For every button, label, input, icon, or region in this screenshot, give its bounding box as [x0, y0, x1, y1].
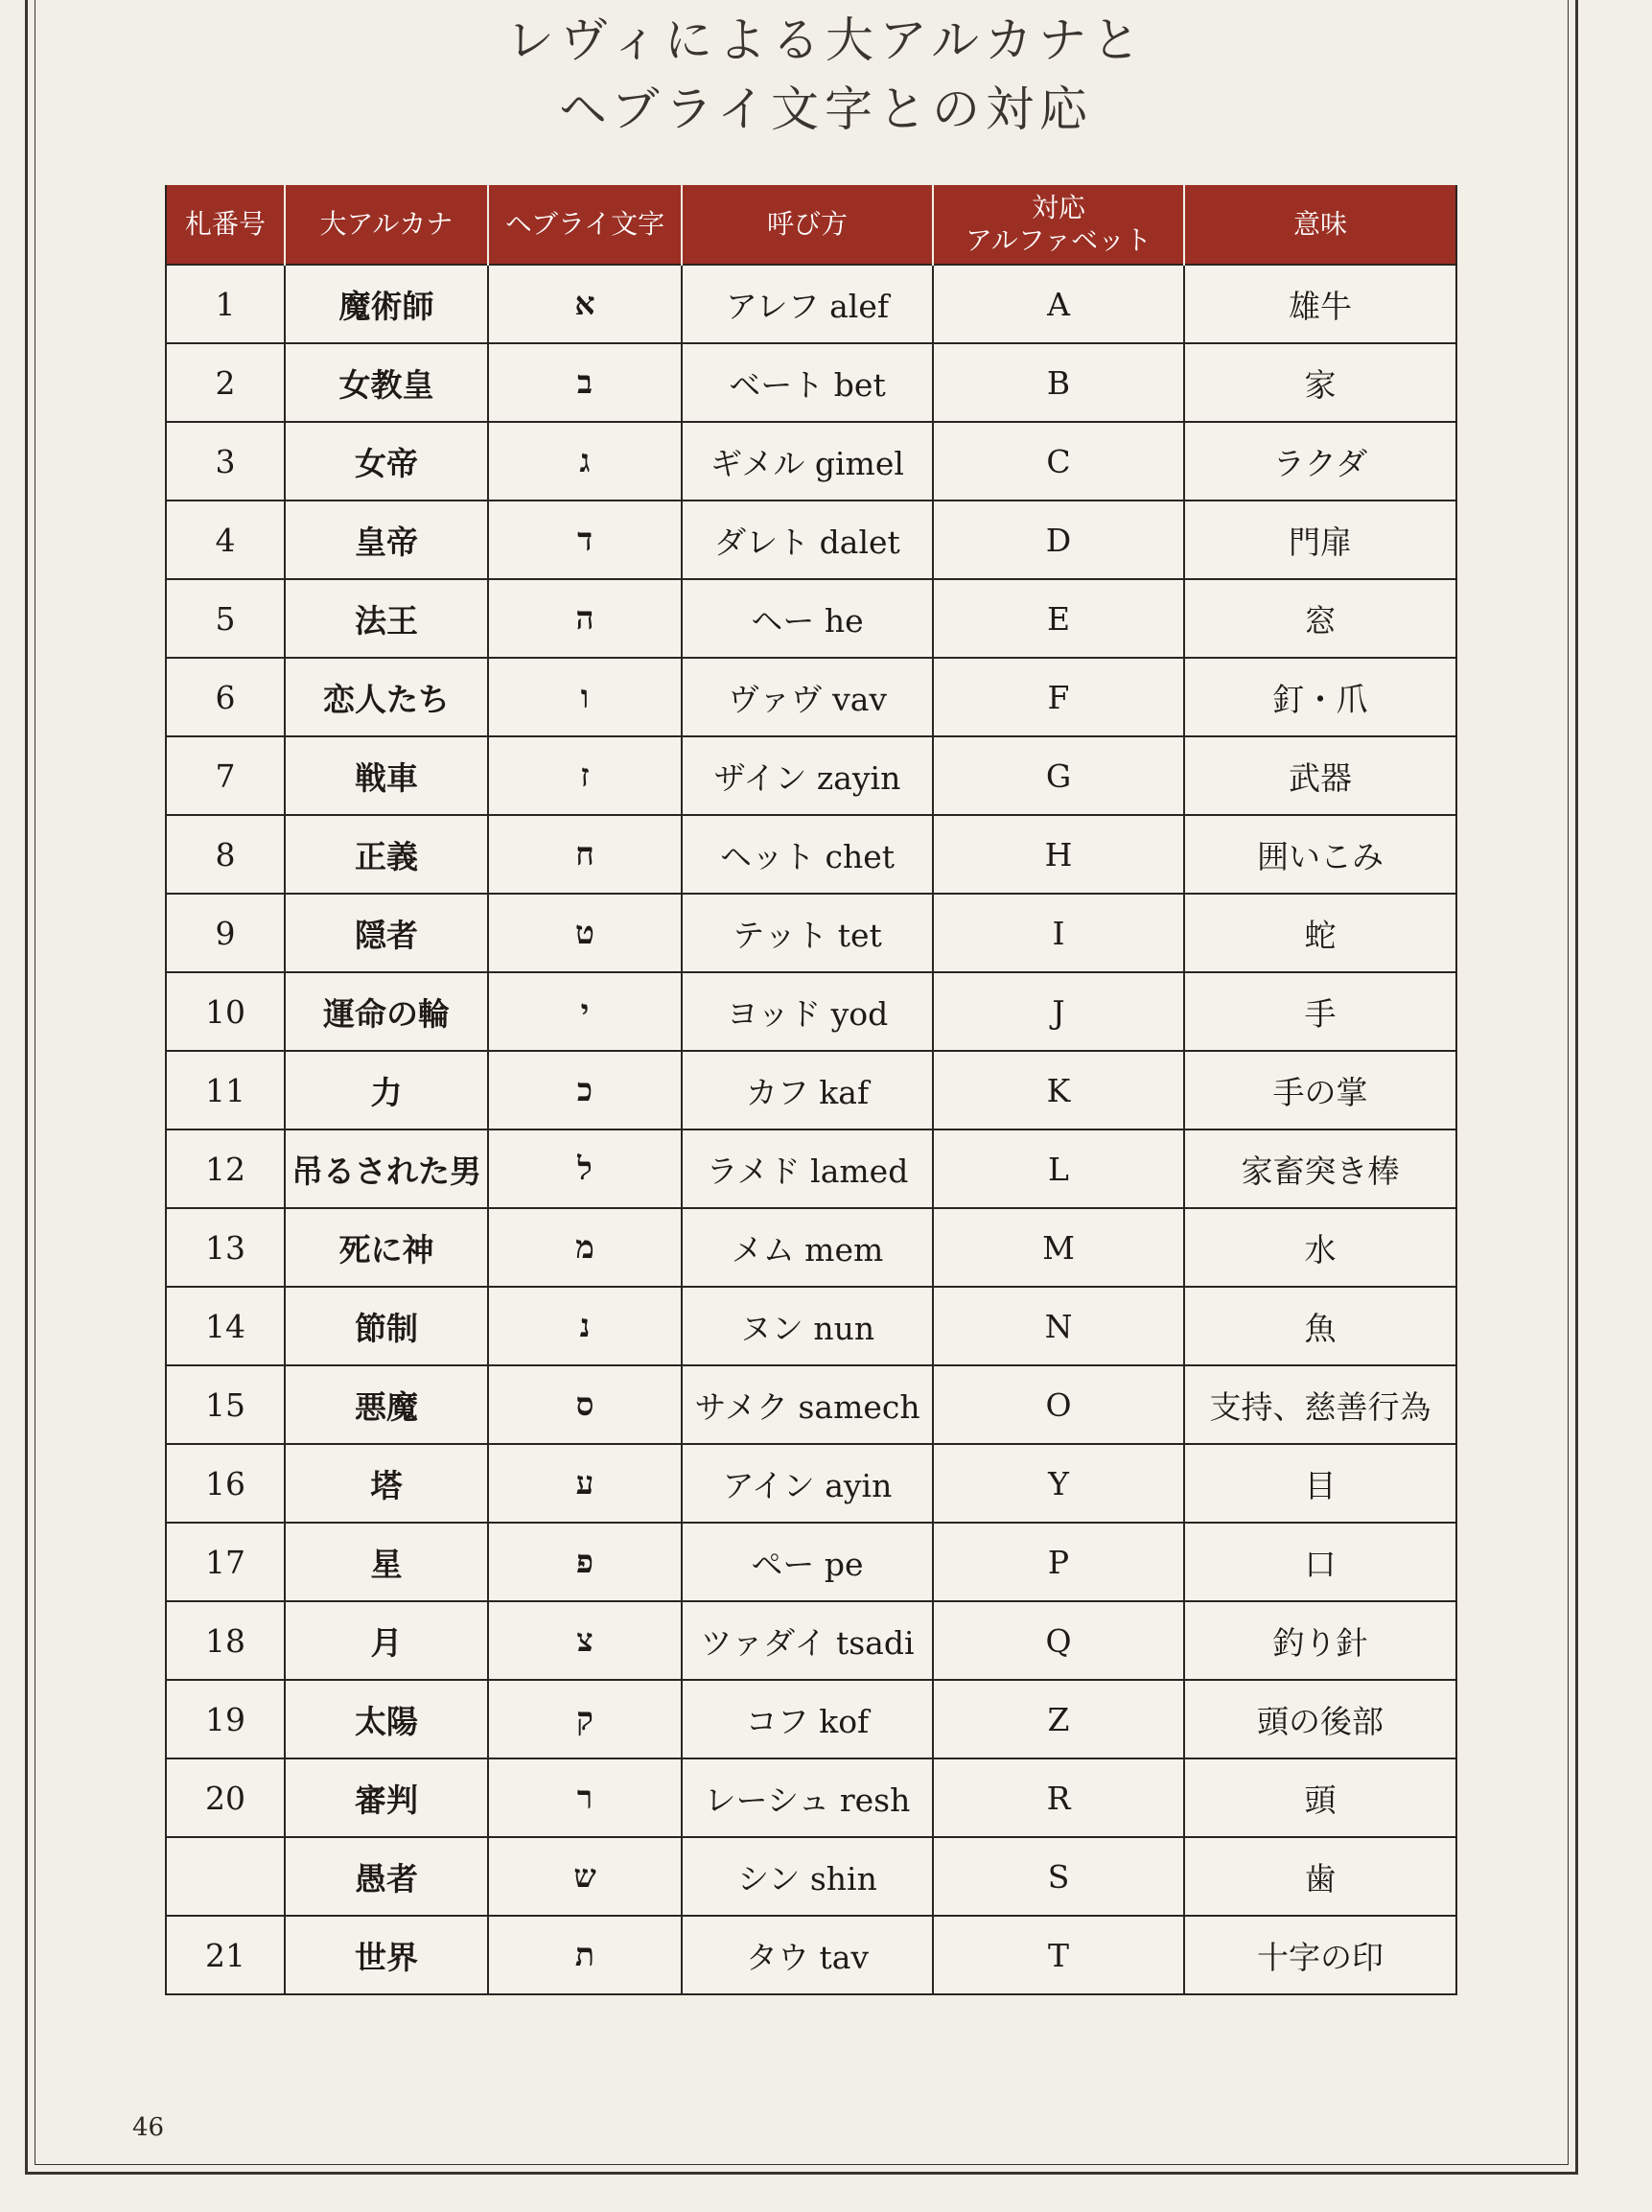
- table-row: [166, 1837, 1456, 1916]
- hebrew-letter-cell: ז: [488, 736, 682, 815]
- meaning-cell: 家畜突き棒: [1184, 1129, 1456, 1208]
- table-row: [166, 972, 1456, 1051]
- meaning-cell: 囲いこみ: [1184, 815, 1456, 894]
- meaning-cell: 釣り針: [1184, 1601, 1456, 1680]
- alphabet-cell: M: [933, 1208, 1184, 1287]
- pronunciation-cell: サメク samech: [682, 1365, 933, 1444]
- hebrew-letter-cell: ו: [488, 658, 682, 736]
- arcana-name-cell: 塔: [285, 1444, 488, 1523]
- table-row: [166, 1444, 1456, 1523]
- table-row: [166, 1287, 1456, 1365]
- arcana-name-cell: 法王: [285, 579, 488, 658]
- table-row: [166, 1129, 1456, 1208]
- arcana-name-cell: 魔術師: [285, 265, 488, 343]
- hebrew-letter-cell: מ: [488, 1208, 682, 1287]
- hebrew-letter-cell: ק: [488, 1680, 682, 1758]
- card-number-cell: 10: [166, 972, 285, 1051]
- header-alphabet: [933, 185, 1184, 265]
- table-row: [166, 815, 1456, 894]
- hebrew-letter-cell: ח: [488, 815, 682, 894]
- arcana-name-cell: 戦車: [285, 736, 488, 815]
- hebrew-letter-cell: ש: [488, 1837, 682, 1916]
- header-alphabet-line2: アルファベット: [965, 224, 1152, 256]
- meaning-cell: 門扉: [1184, 501, 1456, 579]
- card-number-cell: 3: [166, 422, 285, 501]
- alphabet-cell: N: [933, 1287, 1184, 1365]
- card-number-cell: 7: [166, 736, 285, 815]
- arcana-name-cell: 死に神: [285, 1208, 488, 1287]
- pronunciation-cell: アイン ayin: [682, 1444, 933, 1523]
- pronunciation-cell: コフ kof: [682, 1680, 933, 1758]
- arcana-name-cell: 正義: [285, 815, 488, 894]
- hebrew-letter-cell: י: [488, 972, 682, 1051]
- meaning-cell: 支持、慈善行為: [1184, 1365, 1456, 1444]
- alphabet-cell: D: [933, 501, 1184, 579]
- meaning-cell: 手: [1184, 972, 1456, 1051]
- meaning-cell: 手の掌: [1184, 1051, 1456, 1129]
- alphabet-cell: C: [933, 422, 1184, 501]
- arcana-name-cell: 太陽: [285, 1680, 488, 1758]
- arcana-name-cell: 女帝: [285, 422, 488, 501]
- card-number-cell: 19: [166, 1680, 285, 1758]
- meaning-cell: ラクダ: [1184, 422, 1456, 501]
- card-number-cell: 21: [166, 1916, 285, 1994]
- meaning-cell: 歯: [1184, 1837, 1456, 1916]
- hebrew-letter-cell: פ: [488, 1523, 682, 1601]
- arcana-name-cell: 世界: [285, 1916, 488, 1994]
- pronunciation-cell: ザイン zayin: [682, 736, 933, 815]
- pronunciation-cell: ベート bet: [682, 343, 933, 422]
- header-card-number: 札番号: [166, 185, 285, 265]
- page-title-line2: ヘブライ文字との対応: [559, 81, 1093, 137]
- hebrew-letter-cell: ה: [488, 579, 682, 658]
- table-header-row: [166, 185, 1456, 265]
- pronunciation-cell: シン shin: [682, 1837, 933, 1916]
- table-row: [166, 1523, 1456, 1601]
- alphabet-cell: H: [933, 815, 1184, 894]
- arcana-name-cell: 愚者: [285, 1837, 488, 1916]
- pronunciation-cell: ペー pe: [682, 1523, 933, 1601]
- pronunciation-cell: ギメル gimel: [682, 422, 933, 501]
- meaning-cell: 十字の印: [1184, 1916, 1456, 1994]
- table-row: [166, 1758, 1456, 1837]
- header-major-arcana: 大アルカナ: [285, 185, 488, 265]
- table-row: [166, 1208, 1456, 1287]
- alphabet-cell: Z: [933, 1680, 1184, 1758]
- alphabet-cell: L: [933, 1129, 1184, 1208]
- pronunciation-cell: ヨッド yod: [682, 972, 933, 1051]
- table-row: [166, 1365, 1456, 1444]
- meaning-cell: 家: [1184, 343, 1456, 422]
- arcana-name-cell: 星: [285, 1523, 488, 1601]
- meaning-cell: 口: [1184, 1523, 1456, 1601]
- table-row: [166, 265, 1456, 343]
- hebrew-letter-cell: ב: [488, 343, 682, 422]
- pronunciation-cell: ダレト dalet: [682, 501, 933, 579]
- alphabet-cell: E: [933, 579, 1184, 658]
- alphabet-cell: J: [933, 972, 1184, 1051]
- header-meaning: 意味: [1184, 185, 1456, 265]
- hebrew-letter-cell: צ: [488, 1601, 682, 1680]
- card-number-cell: [166, 1837, 285, 1916]
- alphabet-cell: K: [933, 1051, 1184, 1129]
- alphabet-cell: I: [933, 894, 1184, 972]
- table-row: [166, 1916, 1456, 1994]
- alphabet-cell: F: [933, 658, 1184, 736]
- arcana-name-cell: 恋人たち: [285, 658, 488, 736]
- card-number-cell: 5: [166, 579, 285, 658]
- arcana-name-cell: 吊るされた男: [285, 1129, 488, 1208]
- pronunciation-cell: メム mem: [682, 1208, 933, 1287]
- pronunciation-cell: ツァダイ tsadi: [682, 1601, 933, 1680]
- arcana-name-cell: 月: [285, 1601, 488, 1680]
- page-title-line1: レヴィによる大アルカナと: [506, 12, 1146, 68]
- header-alphabet-line1: 対応: [1031, 192, 1085, 223]
- meaning-cell: 武器: [1184, 736, 1456, 815]
- card-number-cell: 14: [166, 1287, 285, 1365]
- card-number-cell: 13: [166, 1208, 285, 1287]
- card-number-cell: 2: [166, 343, 285, 422]
- card-number-cell: 6: [166, 658, 285, 736]
- meaning-cell: 窓: [1184, 579, 1456, 658]
- table-row: [166, 422, 1456, 501]
- card-number-cell: 20: [166, 1758, 285, 1837]
- card-number-cell: 4: [166, 501, 285, 579]
- hebrew-letter-cell: ת: [488, 1916, 682, 1994]
- table-row: [166, 1680, 1456, 1758]
- card-number-cell: 1: [166, 265, 285, 343]
- hebrew-letter-cell: ל: [488, 1129, 682, 1208]
- arcana-name-cell: 力: [285, 1051, 488, 1129]
- alphabet-cell: B: [933, 343, 1184, 422]
- arcana-name-cell: 節制: [285, 1287, 488, 1365]
- hebrew-letter-cell: נ: [488, 1287, 682, 1365]
- pronunciation-cell: アレフ alef: [682, 265, 933, 343]
- table-row: [166, 343, 1456, 422]
- alphabet-cell: G: [933, 736, 1184, 815]
- pronunciation-cell: ヴァヴ vav: [682, 658, 933, 736]
- pronunciation-cell: ヘー he: [682, 579, 933, 658]
- meaning-cell: 目: [1184, 1444, 1456, 1523]
- hebrew-letter-cell: ע: [488, 1444, 682, 1523]
- meaning-cell: 水: [1184, 1208, 1456, 1287]
- arcana-name-cell: 女教皇: [285, 343, 488, 422]
- table-row: [166, 736, 1456, 815]
- card-number-cell: 16: [166, 1444, 285, 1523]
- hebrew-letter-cell: ט: [488, 894, 682, 972]
- page-number: 46: [132, 2113, 165, 2142]
- table-row: [166, 1601, 1456, 1680]
- pronunciation-cell: ヌン nun: [682, 1287, 933, 1365]
- meaning-cell: 蛇: [1184, 894, 1456, 972]
- arcana-name-cell: 審判: [285, 1758, 488, 1837]
- pronunciation-cell: タウ tav: [682, 1916, 933, 1994]
- meaning-cell: 頭の後部: [1184, 1680, 1456, 1758]
- card-number-cell: 17: [166, 1523, 285, 1601]
- header-hebrew-letter: ヘブライ文字: [488, 185, 682, 265]
- alphabet-cell: P: [933, 1523, 1184, 1601]
- hebrew-letter-cell: ד: [488, 501, 682, 579]
- table-row: [166, 579, 1456, 658]
- alphabet-cell: A: [933, 265, 1184, 343]
- alphabet-cell: S: [933, 1837, 1184, 1916]
- meaning-cell: 釘・爪: [1184, 658, 1456, 736]
- alphabet-cell: Q: [933, 1601, 1184, 1680]
- card-number-cell: 18: [166, 1601, 285, 1680]
- correspondence-table: [165, 185, 1457, 1995]
- alphabet-cell: O: [933, 1365, 1184, 1444]
- card-number-cell: 9: [166, 894, 285, 972]
- table-row: [166, 894, 1456, 972]
- card-number-cell: 8: [166, 815, 285, 894]
- meaning-cell: 魚: [1184, 1287, 1456, 1365]
- hebrew-letter-cell: ג: [488, 422, 682, 501]
- hebrew-letter-cell: ר: [488, 1758, 682, 1837]
- pronunciation-cell: カフ kaf: [682, 1051, 933, 1129]
- alphabet-cell: R: [933, 1758, 1184, 1837]
- table-row: [166, 1051, 1456, 1129]
- card-number-cell: 15: [166, 1365, 285, 1444]
- header-pronunciation: 呼び方: [682, 185, 933, 265]
- table-row: [166, 501, 1456, 579]
- hebrew-letter-cell: א: [488, 265, 682, 343]
- pronunciation-cell: レーシュ resh: [682, 1758, 933, 1837]
- alphabet-cell: Y: [933, 1444, 1184, 1523]
- arcana-name-cell: 悪魔: [285, 1365, 488, 1444]
- table-row: [166, 658, 1456, 736]
- meaning-cell: 頭: [1184, 1758, 1456, 1837]
- meaning-cell: 雄牛: [1184, 265, 1456, 343]
- arcana-name-cell: 皇帝: [285, 501, 488, 579]
- hebrew-letter-cell: כ: [488, 1051, 682, 1129]
- alphabet-cell: T: [933, 1916, 1184, 1994]
- pronunciation-cell: ヘット chet: [682, 815, 933, 894]
- card-number-cell: 12: [166, 1129, 285, 1208]
- pronunciation-cell: ラメド lamed: [682, 1129, 933, 1208]
- pronunciation-cell: テット tet: [682, 894, 933, 972]
- table-body: [166, 265, 1456, 1994]
- arcana-name-cell: 隠者: [285, 894, 488, 972]
- hebrew-letter-cell: ס: [488, 1365, 682, 1444]
- card-number-cell: 11: [166, 1051, 285, 1129]
- arcana-name-cell: 運命の輪: [285, 972, 488, 1051]
